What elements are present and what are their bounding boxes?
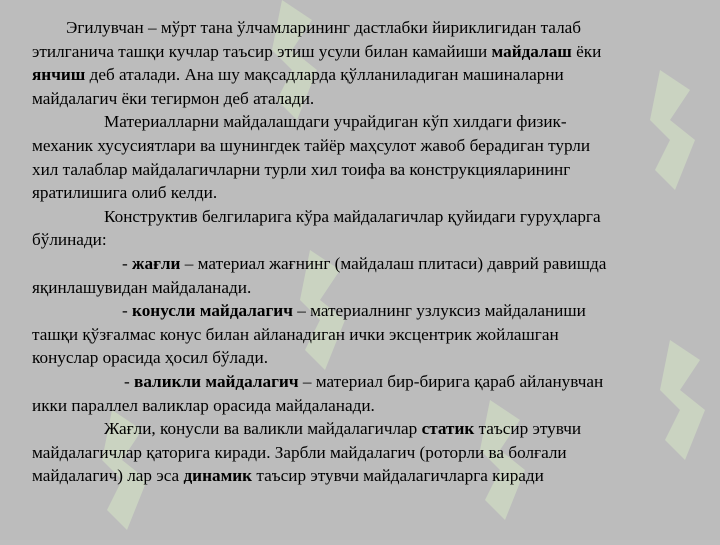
bold-term: жағли <box>132 253 181 273</box>
paragraph <box>32 299 702 370</box>
text-segment: майдалагич ёки тегирмон деб аталади. <box>32 88 315 108</box>
bold-term: валикли майдалагич <box>134 371 299 391</box>
text-segment: – материал жағнинг (майдалаш плитаси) даврий равишда <box>180 253 607 273</box>
bold-term: динамик <box>183 466 253 486</box>
text-line <box>32 346 702 370</box>
text-segment: – материалнинг узлуксиз майдаланиши <box>292 301 586 321</box>
paragraph <box>32 110 702 204</box>
text-line <box>32 158 702 182</box>
document-body <box>32 16 702 488</box>
text-line <box>32 40 702 64</box>
text-line <box>32 394 702 418</box>
text-line <box>32 464 702 488</box>
paragraph <box>32 205 702 252</box>
text-segment: яратилишига олиб келди. <box>32 183 218 203</box>
text-line <box>32 87 702 111</box>
text-line <box>32 417 702 441</box>
text-line <box>32 299 702 323</box>
text-line <box>32 63 702 87</box>
text-segment: Материалларни майдалашдаги учрайдиган кўп хилдаги физик- <box>104 112 567 132</box>
text-segment: Жағли, конусли ва валикли майдалагичлар <box>104 419 422 439</box>
text-segment: майдалагич) лар эса <box>32 466 184 486</box>
bold-term: майдалаш <box>491 41 572 61</box>
text-line <box>32 276 702 300</box>
text-line <box>32 181 702 205</box>
bold-term: статик <box>421 419 475 439</box>
text-segment: Конструктив белгиларига кўра майдалагичлар қуйидаги гуруҳларга <box>104 206 601 226</box>
text-segment: механик хусусиятлари ва шунингдек тайёр маҳсулот жавоб берадиган турли <box>32 135 591 155</box>
text-segment: - <box>122 253 133 273</box>
text-segment: таъсир этувчи <box>474 419 582 439</box>
paragraph <box>32 16 702 110</box>
text-segment: таъсир этувчи майдалагичларга киради <box>252 466 544 486</box>
text-segment: ташқи қўзғалмас конус билан айланадиган ички эксцентрик жойлашган <box>32 324 559 344</box>
text-line <box>32 16 702 40</box>
text-line <box>32 134 702 158</box>
text-segment: конуслар орасида ҳосил бўлади. <box>32 348 269 368</box>
text-segment: – материал бир-бирига қараб айланувчан <box>298 371 604 391</box>
text-segment: икки параллел валиклар орасида майдаланади. <box>32 395 375 415</box>
text-segment: - <box>124 371 135 391</box>
text-line <box>32 323 702 347</box>
bold-term: конусли майдалагич <box>132 301 293 321</box>
text-segment: хил талаблар майдалагичларни турли хил тоифа ва конструкцияларининг <box>32 159 571 179</box>
text-line <box>32 228 702 252</box>
text-line <box>32 441 702 465</box>
paragraph <box>32 252 702 299</box>
text-segment: - <box>122 301 133 321</box>
text-segment: деб аталади. Ана шу мақсадларда қўлланиладиган машиналарни <box>85 65 564 85</box>
text-line <box>32 252 702 276</box>
text-segment: ёки <box>571 41 602 61</box>
text-segment: Эгилувчан – мўрт тана ўлчамларининг дастлабки йириклигидан талаб <box>66 18 582 37</box>
text-segment: майдалагичлар қаторига киради. Зарбли майдалагич (роторли ва болғали <box>32 442 567 462</box>
paragraph <box>32 417 702 488</box>
paragraph <box>32 370 702 417</box>
text-segment: этилганича ташқи кучлар таъсир этиш усули билан камайиши <box>32 41 492 61</box>
text-line <box>32 110 702 134</box>
bold-term: янчиш <box>32 65 86 85</box>
text-line <box>32 370 702 394</box>
text-segment: бўлинади: <box>32 230 107 250</box>
text-segment: яқинлашувидан майдаланади. <box>32 277 252 297</box>
text-line <box>32 205 702 229</box>
